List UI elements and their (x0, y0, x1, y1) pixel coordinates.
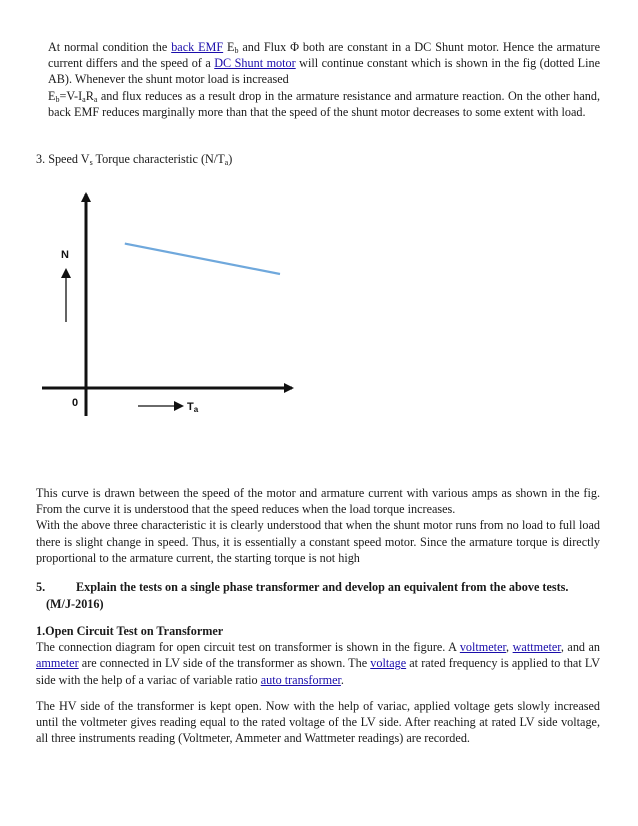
y-axis-label: N (61, 249, 69, 261)
question-text: Explain the tests on a single phase transformer and develop an equivalent from the above tests. (76, 580, 569, 594)
open-circuit-test-heading: 1.Open Circuit Test on Transformer (36, 624, 224, 638)
section-3-heading: 3. Speed $V_s$ Torque characteristic $(N/T_a)$ (36, 152, 233, 167)
x-axis-label: Ta (187, 401, 199, 414)
ammeter-link[interactable]: ammeter (36, 656, 79, 671)
auto-transformer-link[interactable]: auto transformer (260, 672, 341, 687)
voltmeter-link[interactable]: voltmeter (459, 640, 507, 655)
paragraph-curve-description: This curve is drawn between the speed of the motor and armature current with various amps as shown in the fig. From the curve it is understood that the speed reduces when the load torque increases. With the above three characteristic it is clearly understood that when the shunt motor runs from no load to full load there is slight change in speed. Thus, it is essentially a constant speed motor. Since the armature torque is directly proportional to the armature current, the starting torque is not high (36, 486, 600, 565)
wattmeter-link[interactable]: wattmeter (512, 640, 561, 655)
back-emf-link[interactable]: back EMF (171, 40, 224, 54)
paragraph-back-emf: At normal condition the back EMF $E_b$ and Flux Φ both are constant in a DC Shunt motor. Hence the armature current differs and the speed of a DC Shunt motor will continue constant which is shown in the fig (dotted Line AB). Whenever the shunt motor load is increased $E_b=V-I_aR_a$ and flux reduces as a result drop in the armature resistance and armature reaction. On the other hand, back EMF reduces marginally more than that the speed of the shunt motor decreases to some extent with load. (48, 40, 600, 119)
voltage-link[interactable]: voltage (370, 656, 407, 671)
origin-label: 0 (72, 397, 79, 409)
paragraph-hv-side: The HV side of the transformer is kept open. Now with the help of variac, applied voltage gets slowly increased until the voltmeter gives reading equal to the rated voltage of the LV side. After reaching at rated LV side voltage, all three instruments reading (Voltmeter, Ammeter and Wattmeter readings) are recorded. (36, 699, 600, 746)
paragraph-eb-equation: $E_b=V-I_aR_a$ and flux reduces as a result drop in the armature resistance and armature reaction. On the other hand, back EMF reduces marginally more than that the speed of the shunt motor decreases to some extent with load. (48, 88, 600, 119)
question-5 (36, 579, 600, 595)
open-circuit-test-section: 1.Open Circuit Test on Transformer The connection diagram for open circuit test on transformer is shown in the figure. A voltmeter, wattmeter, and an ammeter are connected in LV side of the transformer as shown. The voltage at rated frequency is applied to that LV side with the help of a variac of variable ratio auto transformer. (36, 624, 601, 687)
speed-torque-graph (36, 188, 306, 418)
dc-shunt-motor-link[interactable]: DC Shunt motor (214, 56, 296, 71)
question-5-tag: (M/J-2016) (46, 597, 104, 611)
speed-torque-curve (125, 244, 280, 274)
question-number: 5. (36, 580, 46, 594)
